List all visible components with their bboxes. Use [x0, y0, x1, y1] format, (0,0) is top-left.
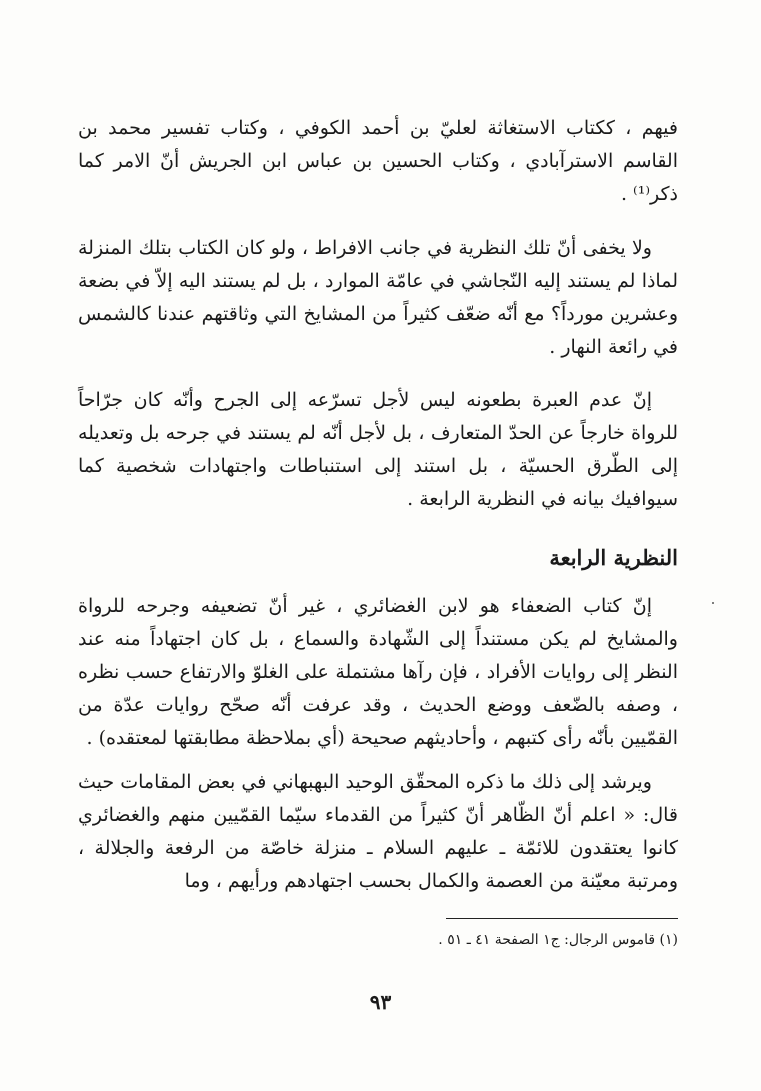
section-heading: النظرية الرابعة [549, 545, 678, 570]
paragraph-fourth-theory: إنّ كتاب الضعفاء هو لابن الغضائري ، غير أنّ تضعيفه وجرحه للرواة والمشايخ لم يكن مستنداً إلى الشّهادة والسماع ، بل كان اجتهاداً منه عند النظر إلى روايات الأفراد ، فإن رآها مشتملة على الغلوّ والارتفاع حسب نظره ، وصفه بالضّعف ووضع الحديث ، وقد عرفت أنّه صحّح روايات عدّة من القمّيين بأنّه رأى كتبهم ، وأحاديثهم صحيحة (أي بملاحظة مطابقتها لمعتقده) . [78, 595, 678, 749]
paragraph-behbahani-quote: ويرشد إلى ذلك ما ذكره المحقّق الوحيد البهبهاني في بعض المقامات حيث قال: « اعلم أنّ الظّاهر أنّ كثيراً من القدماء سيّما القمّيين منهم والغضائري كانوا يعتقدون للائمّة ـ عليهم السلام ـ منزلة خاصّة من الرفعة والجلالة ، ومرتبة معيّنة من العصمة والكمال بحسب اجتهادهم ورأيهم ، وما [78, 771, 678, 892]
paragraph-continuation: فيهم ، ككتاب الاستغاثة لعليّ بن أحمد الكوفي ، وكتاب تفسير محمد بن القاسم الاسترآبادي ، وكتاب الحسين بن عباس ابن الجريش أنّ الامر كما ذكر⁽¹⁾ . [78, 117, 678, 205]
footnote: (١) قاموس الرجال: ج١ الصفحة ٤١ ـ ٥١ . [438, 932, 678, 948]
footnote-divider [446, 918, 678, 919]
paragraph-criticism-basis: إنّ عدم العبرة بطعونه ليس لأجل تسرّعه إلى الجرح وأنّه كان جرّاحاً للرواة خارجاً عن الحدّ المتعارف ، بل لأجل أنّه لم يستند في جرحه بل وتعديله إلى الطّرق الحسيّة ، بل استند إلى استنباطات واجتهادات شخصية كما سيوافيك بيانه في النظرية الرابعة . [78, 389, 678, 510]
margin-mark [712, 602, 714, 604]
page-number: ٩٣ [369, 990, 392, 1014]
paragraph-excess-critique: ولا يخفى أنّ تلك النظرية في جانب الافراط ، ولو كان الكتاب بتلك المنزلة لماذا لم يستند إليه النّجاشي في عامّة الموارد ، بل لم يستند اليه إلاّ في بضعة وعشرين مورداً؟ مع أنّه ضعّف كثيراً من المشايخ التي وثاقتهم عندنا كالشمس في رائعة النهار . [78, 237, 678, 358]
